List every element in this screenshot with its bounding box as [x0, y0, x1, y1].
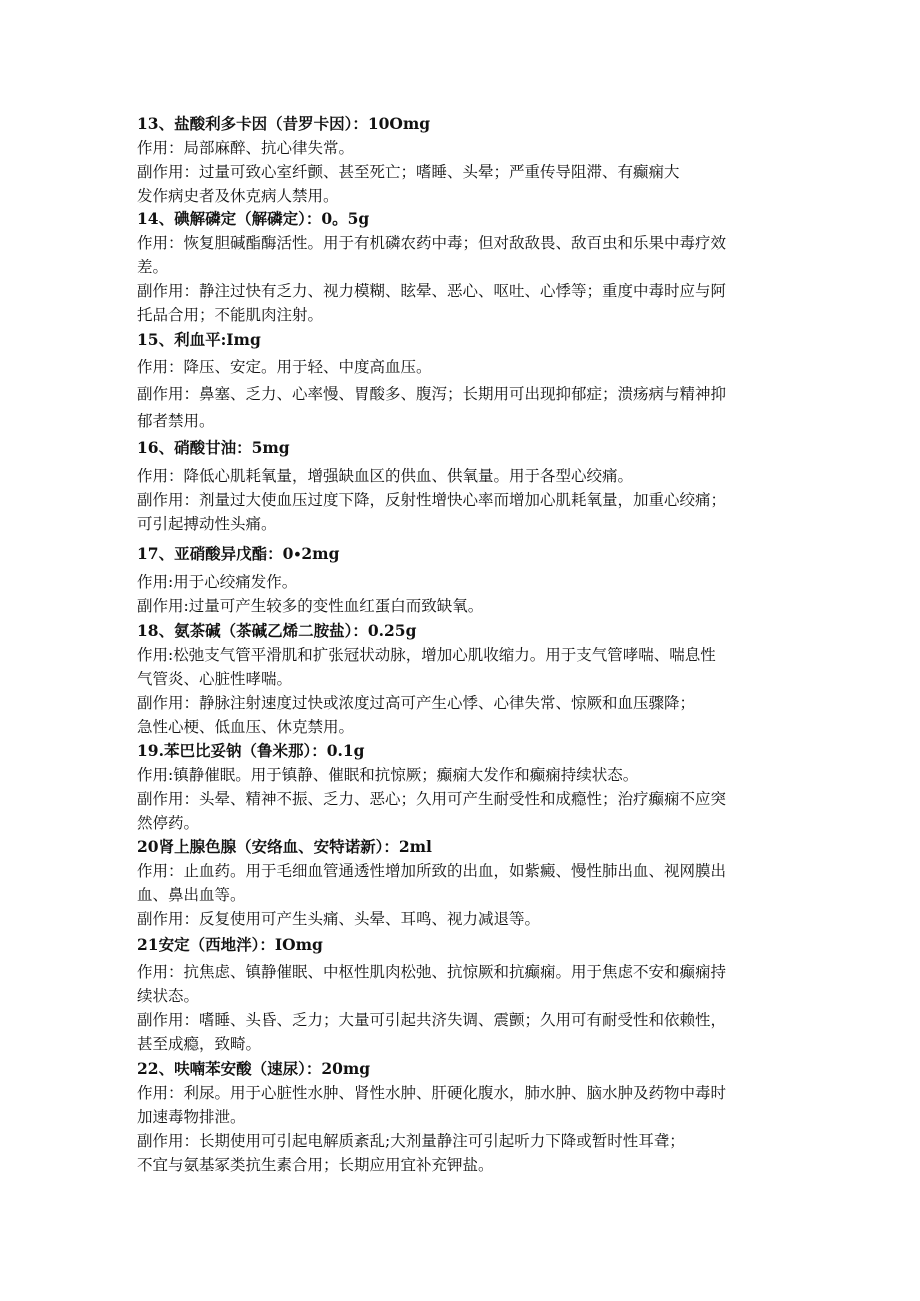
entry-line: 作用：恢复胆碱酯酶活性。用于有机磷农药中毒；但对敌敌畏、敌百虫和乐果中毒疗效 [137, 234, 727, 252]
drug-entry-18 [137, 619, 797, 739]
entry-line: 作用：利尿。用于心脏性水肿、肾性水肿、肝硬化腹水，肺水肿、脑水肿及药物中毒时 [137, 1084, 727, 1102]
entry-line: 托品合用；不能肌肉注射。 [137, 306, 324, 324]
drug-entry-22 [137, 1057, 797, 1177]
entry-heading: 22、呋喃苯安酸（速尿）：20mg [137, 1059, 371, 1078]
entry-line: 不宜与氨基冢类抗生素合用；长期应用宜补充钾盐。 [137, 1156, 494, 1174]
drug-entry-21 [137, 933, 797, 1056]
drug-entry-19 [137, 739, 797, 835]
entry-line: 发作病史者及休克病人禁用。 [137, 187, 339, 205]
entry-line: 作用：局部麻醉、抗心律失常。 [137, 139, 355, 157]
entry-line: 副作用：头晕、精神不振、乏力、恶心；久用可产生耐受性和成瘾性；治疗癫痫不应突 [137, 790, 727, 808]
entry-line: 作用：降压、安定。用于轻、中度高血压。 [137, 358, 432, 376]
entry-line: 副作用：长期使用可引起电解质紊乱;大剂量静注可引起听力下降或暂时性耳聋； [137, 1132, 685, 1150]
entry-line: 作用:松弛支气管平滑肌和扩张冠状动脉，增加心肌收缩力。用于支气管哮喘、喘息性 [137, 646, 716, 664]
entry-heading: 21安定（西地泮）：IOmg [137, 935, 323, 954]
entry-line: 副作用：过量可致心室纤颤、甚至死亡；嗜睡、头晕；严重传导阻滞、有癫痫大 [137, 163, 680, 181]
entry-line: 急性心梗、低血压、休克禁用。 [137, 718, 355, 736]
drug-entry-13 [137, 112, 797, 208]
entry-line: 副作用:过量可产生较多的变性血红蛋白而致缺氧。 [137, 597, 484, 615]
entry-line: 作用：抗焦虑、镇静催眠、中枢性肌肉松弛、抗惊厥和抗癫痫。用于焦虑不安和癫痫持 [137, 963, 727, 981]
drug-entry-14 [137, 207, 797, 327]
entry-line: 气管炎、心脏性哮喘。 [137, 670, 293, 688]
entry-line: 副作用：反复使用可产生头痛、头晕、耳鸣、视力减退等。 [137, 910, 541, 928]
entry-line: 可引起搏动性头痛。 [137, 515, 277, 533]
entry-line: 甚至成瘾，致畸。 [137, 1035, 262, 1053]
entry-line: 郁者禁用。 [137, 412, 215, 430]
entry-heading: 14、碘解磷定（解磷定）：0。5g [137, 209, 370, 228]
entry-line: 血、鼻出血等。 [137, 886, 246, 904]
entry-heading: 13、盐酸利多卡因（昔罗卡因）：10Omg [137, 114, 431, 133]
entry-line: 作用：止血药。用于毛细血管通透性增加所致的出血，如紫癜、慢性肺出血、视网膜出 [137, 862, 727, 880]
entry-heading: 15、利血平:Img [137, 330, 261, 349]
drug-entry-15 [137, 328, 797, 433]
entry-line: 副作用：剂量过大使血压过度下降，反射性增快心率而增加心肌耗氧量，加重心绞痛； [137, 491, 727, 509]
entry-heading: 16、硝酸甘油：5mg [137, 438, 290, 457]
entry-heading: 18、氨茶碱（茶碱乙烯二胺盐）：0.25g [137, 621, 417, 640]
entry-line: 差。 [137, 258, 169, 276]
drug-entry-16 [137, 436, 797, 536]
entry-line: 作用：降低心肌耗氧量，增强缺血区的供血、供氧量。用于各型心绞痛。 [137, 467, 634, 485]
entry-line: 作用:用于心绞痛发作。 [137, 573, 298, 591]
entry-line: 副作用：静脉注射速度过快或浓度过高可产生心悸、心律失常、惊厥和血压骤降； [137, 694, 696, 712]
entry-heading: 20肾上腺色腺（安络血、安特诺新）：2ml [137, 837, 432, 856]
drug-entry-17 [137, 542, 797, 618]
entry-heading: 19.苯巴比妥钠（鲁米那）：0.1g [137, 741, 365, 760]
entry-line: 副作用：静注过快有乏力、视力模糊、眩晕、恶心、呕吐、心悸等；重度中毒时应与阿 [137, 282, 727, 300]
entry-line: 副作用：嗜睡、头昏、乏力；大量可引起共济失调、震颤；久用可有耐受性和依赖性， [137, 1011, 727, 1029]
entry-line: 作用:镇静催眠。用于镇静、催眠和抗惊厥；癫痫大发作和癫痫持续状态。 [137, 766, 639, 784]
entry-line: 副作用：鼻塞、乏力、心率慢、胃酸多、腹泻；长期用可出现抑郁症；溃疡病与精神抑 [137, 385, 727, 403]
entry-heading: 17、亚硝酸异戊酯：0∙2mg [137, 544, 340, 563]
drug-entry-20 [137, 835, 797, 931]
entry-line: 加速毒物排泄。 [137, 1108, 246, 1126]
entry-line: 续状态。 [137, 987, 200, 1005]
entry-line: 然停药。 [137, 814, 200, 832]
